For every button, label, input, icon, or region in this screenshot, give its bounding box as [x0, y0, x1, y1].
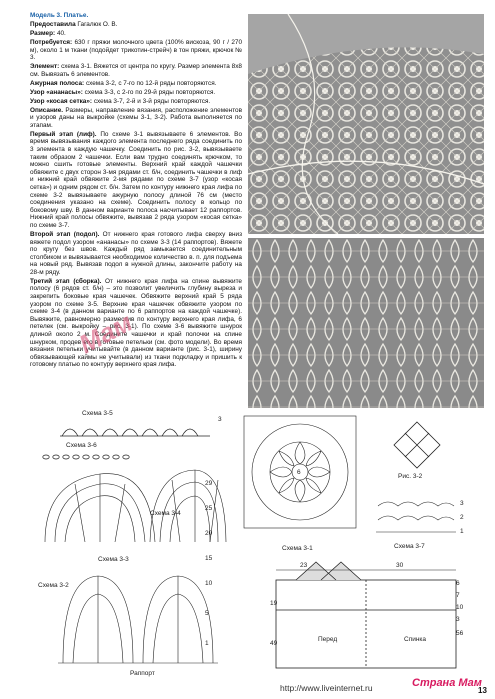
garment-pattern-chart [266, 560, 466, 672]
schema-3-7 [376, 496, 456, 536]
row-number-1: 1 [205, 640, 209, 647]
stage1-text: По схеме 3-1 вывязываете 6 элементов. Во время вывязывания каждого элемента последнего ряда соединить по 3 элемента в каждую чашечку. Соединить по рис. 3-2, вывязываете таким образом 2 чашечки. Если вам трудно соединять крючком, то можно сшить готовые элементы. Верхний край каждой чашечки обвяжите с двух сторон 3-мя рядами ст. б/н, соединить чашечки в лиф и нижний край обвяжите 2-мя рядами по схеме 3-7 (узор «косая сетка») и одним рядом ст. б/н. Затем по контуру нижнего края лифа по схеме 3-2 вывязываете ажурную полосу длиной 76 см (место соединения указано на схеме). Соединить полосу в кольцо по боковому шву. В данном варианте полоса насчитывает 12 раппортов. Нижний край полосы обвяжите, вывязав 2 ряда узором «косая сетка» по схеме 3-7. [30, 130, 242, 229]
row-number-5: 5 [205, 610, 209, 617]
size-label: Размер: [30, 29, 56, 37]
caption-rapport: Раппорт [130, 670, 155, 677]
schema-3-7-chart [376, 496, 456, 536]
element-label: Элемент: [30, 63, 60, 71]
lace-text: схема 3-2, с 7-го по 12-й ряды повторяются. [85, 79, 217, 87]
author: Гагалюк О. В. [77, 20, 118, 28]
stage3-text: От нижнего края лифа на спине вывяжите полосу (6 рядов ст. б/н) – это позволит увеличить глубину выреза и закрепить боковые края чашечек. Обвяжите верхний край 5 ряда узором по схеме 3-5. Верхние края чашечек обвяжите узором по схеме 3-4 (в данном варианте по 6 раппортов на каждой чашечке). Вывяжите, равномерно разместив по контуру верхнего края лифа, 6 петелек (см. выкройку – рис. 3-1). По схеме 3-6 вывяжите шнурок длиной около 2 м. Соедините чашечки и край полочки на спине шнурком, продев его в готовые петельки (см. фото модели). Во время вязания петельки учитывайте (в данном варианте (рис. 3-1), ширину обвязывающей каймы не учитывали) из ткани подкладку и пришить к готовому платью по контуру верхнего края лифа. [30, 277, 242, 369]
schema-3-2 [58, 568, 218, 668]
stage3-label: Третий этап (сборка). [30, 277, 102, 285]
schema-3-7-row-2: 2 [460, 514, 464, 521]
description-text: Размеры, направление вязания, расположение элементов и узоров даны на выкройке (схемы 3-1, 3-2). Работа выполняется по этапам. [30, 106, 242, 129]
photo-lace-bottom [248, 238, 484, 408]
mesh-label: Узор «косая сетка»: [30, 97, 93, 105]
schema-3-7-row-1: 1 [460, 528, 464, 535]
dim-top-23: 23 [300, 562, 308, 569]
stage1-label: Первый этап (лиф). [30, 130, 97, 138]
watermark-stamp: Мам [73, 306, 138, 360]
dim-side-7: 7 [456, 592, 460, 599]
caption-schema-3-1: Схема 3-1 [282, 545, 313, 552]
schema-3-2-chart [58, 568, 218, 668]
dim-side-3: 3 [456, 616, 460, 623]
pineapple-photo-image [248, 238, 484, 408]
dim-top-30: 30 [396, 562, 404, 569]
dim-right-56: 56 [456, 630, 464, 637]
caption-fig-3-2: Рис. 3-2 [398, 473, 423, 480]
author-label: Предоставила [30, 20, 76, 28]
materials-label: Потребуется: [30, 38, 73, 46]
article-text [30, 12, 242, 370]
description-label: Описание. [30, 106, 64, 114]
size-value: 40. [56, 29, 66, 37]
caption-schema-3-4: Схема 3-4 [150, 510, 181, 517]
fan-chart [40, 462, 230, 544]
row-number-15: 15 [205, 555, 213, 562]
schema-3-5-chart [60, 420, 210, 440]
lace-label: Ажурная полоса: [30, 79, 85, 87]
photo-lace-top [248, 14, 484, 234]
label-front: Перед [318, 636, 338, 643]
stage2-label: Второй этап (подол). [30, 230, 100, 238]
caption-schema-3-7: Схема 3-7 [394, 543, 425, 550]
caption-schema-3-2: Схема 3-2 [38, 582, 69, 589]
label-back: Спинка [404, 636, 427, 643]
fig-3-2-chart [392, 420, 442, 470]
stage2-text: От нижнего края готового лифа сверху вниз вяжете подол узором «ананасы» по схеме 3-3 (14 раппортов). Вяжете по кругу без швов. Каждый ряд замыкается соединительным столбиком и вывязывается необходимое количество в. п. для подъема на новый ряд. Вывязав подол в нужной длины, закончите работу на 28-м ряду. [30, 230, 243, 276]
article-title: Модель 3. Платье. [30, 12, 89, 19]
lace-photo-image [248, 14, 484, 234]
dim-side-6: 6 [456, 580, 460, 587]
pineapple-label: Узор «ананасы»: [30, 88, 83, 96]
dim-side-10: 10 [456, 604, 464, 611]
schema-3-7-row-3: 3 [460, 500, 464, 507]
footer-brand: Страна Мам [412, 677, 482, 689]
caption-schema-3-3: Схема 3-3 [98, 556, 129, 563]
mesh-text: схема 3-7, 2-й и 3-й ряды повторяются. [93, 97, 211, 105]
schema-3-5-row-number: 3 [218, 416, 222, 423]
row-number-10: 10 [205, 580, 213, 587]
caption-schema-3-5: Схема 3-5 [82, 410, 113, 417]
dim-left-49: 49 [270, 640, 278, 647]
row-number-29: 29 [205, 480, 213, 487]
schema-3-6-chart [40, 452, 160, 462]
row-number-25: 25 [205, 505, 213, 512]
footer-url: http://www.liveinternet.ru [280, 683, 373, 693]
motif-center-number: 6 [297, 469, 301, 476]
page-number: 13 [478, 686, 487, 695]
schema-3-6 [40, 452, 160, 462]
fig-3-2-diamonds [392, 420, 442, 470]
dim-left-19: 19 [270, 600, 278, 607]
schema-3-5 [60, 420, 210, 440]
schema-3-3-fans [40, 462, 230, 544]
pineapple-text: схема 3-3, с 2-го по 29-й ряды повторяются. [84, 88, 216, 96]
materials-text: 630 г пряжи молочного цвета (100% вискоза, 90 г / 270 м), около 1 м ткани (подойдет трикотин-стрейч) в тон пряжи, крючок № 3. [30, 38, 242, 62]
caption-schema-3-6: Схема 3-6 [66, 442, 97, 449]
element-text: схема 3-1. Вяжется от центра по кругу. Размер элемента 8х8 см. Вывязать 6 элементов. [30, 63, 242, 78]
row-number-20: 20 [205, 530, 213, 537]
garment-pattern [266, 560, 466, 672]
